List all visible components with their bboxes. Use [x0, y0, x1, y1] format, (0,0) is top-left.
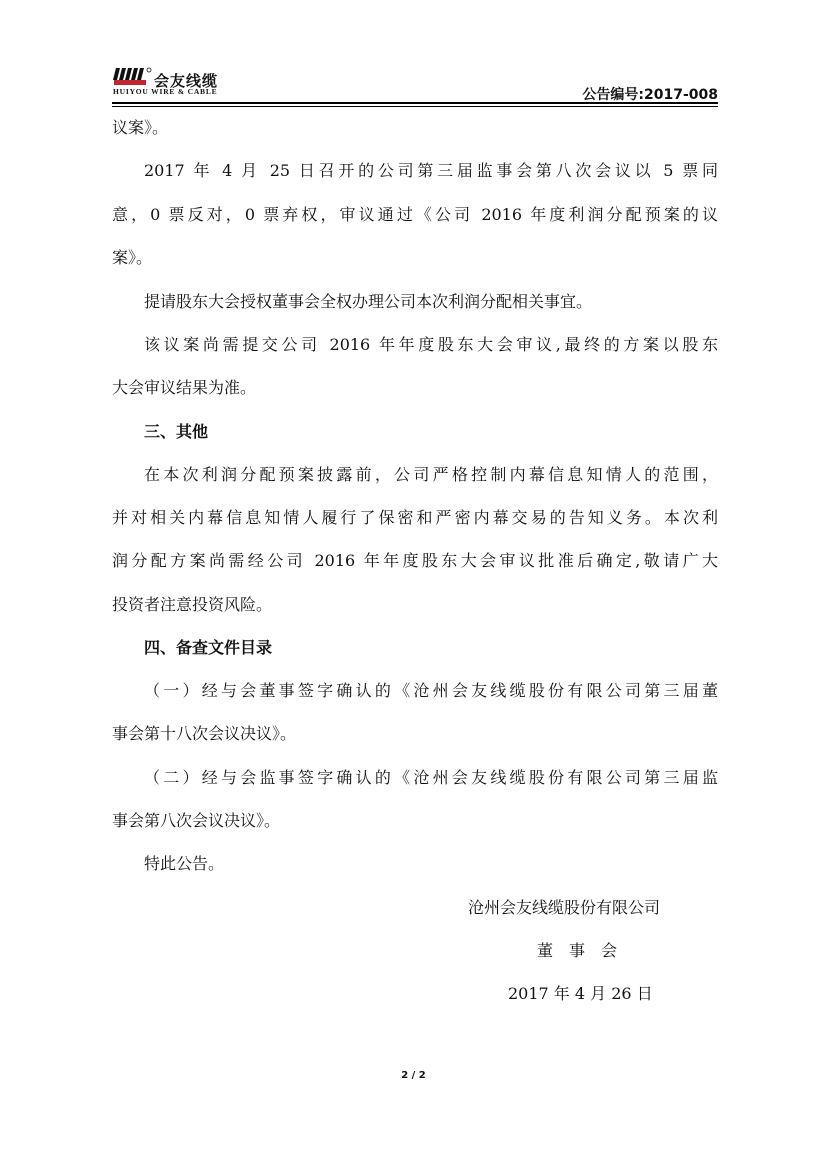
text-line: （二）经与会监事签字确认的《沧州会友线缆股份有限公司第三届监	[144, 768, 718, 787]
text-line: 润分配方案尚需经公司 2016 年年度股东大会审议批准后确定,敬请广大	[112, 551, 718, 570]
signature-date: 2017 年 4 月 26 日	[508, 984, 653, 1003]
text-line: 事会第八次会议决议》。	[112, 811, 281, 830]
page-header	[112, 64, 718, 102]
text-line: 意，0 票反对，0 票弃权，审议通过《公司 2016 年度利润分配预案的议	[112, 205, 718, 224]
text-line: 案》。	[112, 248, 153, 267]
section-heading-other: 三、其他	[144, 422, 209, 441]
text-line: 特此公告。	[144, 854, 225, 873]
header-rule-thick	[112, 102, 718, 104]
notice-number: 公告编号:2017-008	[582, 87, 718, 103]
section-heading-documents: 四、备查文件目录	[144, 638, 273, 657]
signature-company: 沧州会友线缆股份有限公司	[468, 898, 661, 917]
text-line: 该议案尚需提交公司 2016 年年度股东大会审议,最终的方案以股东	[144, 335, 718, 354]
signature-board: 董 事 会	[537, 941, 618, 960]
text-line: 投资者注意投资风险。	[112, 595, 273, 614]
logo-mark-icon	[112, 66, 152, 88]
text-line: 事会第十八次会议决议》。	[112, 724, 297, 743]
header-rule-thin	[112, 106, 718, 107]
logo-chinese-name: 会友线缆	[154, 72, 219, 90]
text-line: 议案》。	[112, 118, 169, 137]
text-line: （一）经与会董事签字确认的《沧州会友线缆股份有限公司第三届董	[144, 681, 718, 700]
page-number: 2 / 2	[401, 1070, 426, 1081]
logo-english-name: HUIYOU WIRE & CABLE	[113, 87, 218, 96]
text-line: 在本次利润分配预案披露前，公司严格控制内幕信息知情人的范围，	[144, 465, 718, 484]
text-line: 并对相关内幕信息知情人履行了保密和严密内幕交易的告知义务。本次利	[112, 508, 718, 527]
text-line: 2017 年 4 月 25 日召开的公司第三届监事会第八次会议以 5 票同	[144, 161, 718, 180]
text-line: 提请股东大会授权董事会全权办理公司本次利润分配相关事宜。	[144, 292, 593, 311]
text-line: 大会审议结果为准。	[112, 378, 257, 397]
company-logo	[112, 64, 272, 98]
